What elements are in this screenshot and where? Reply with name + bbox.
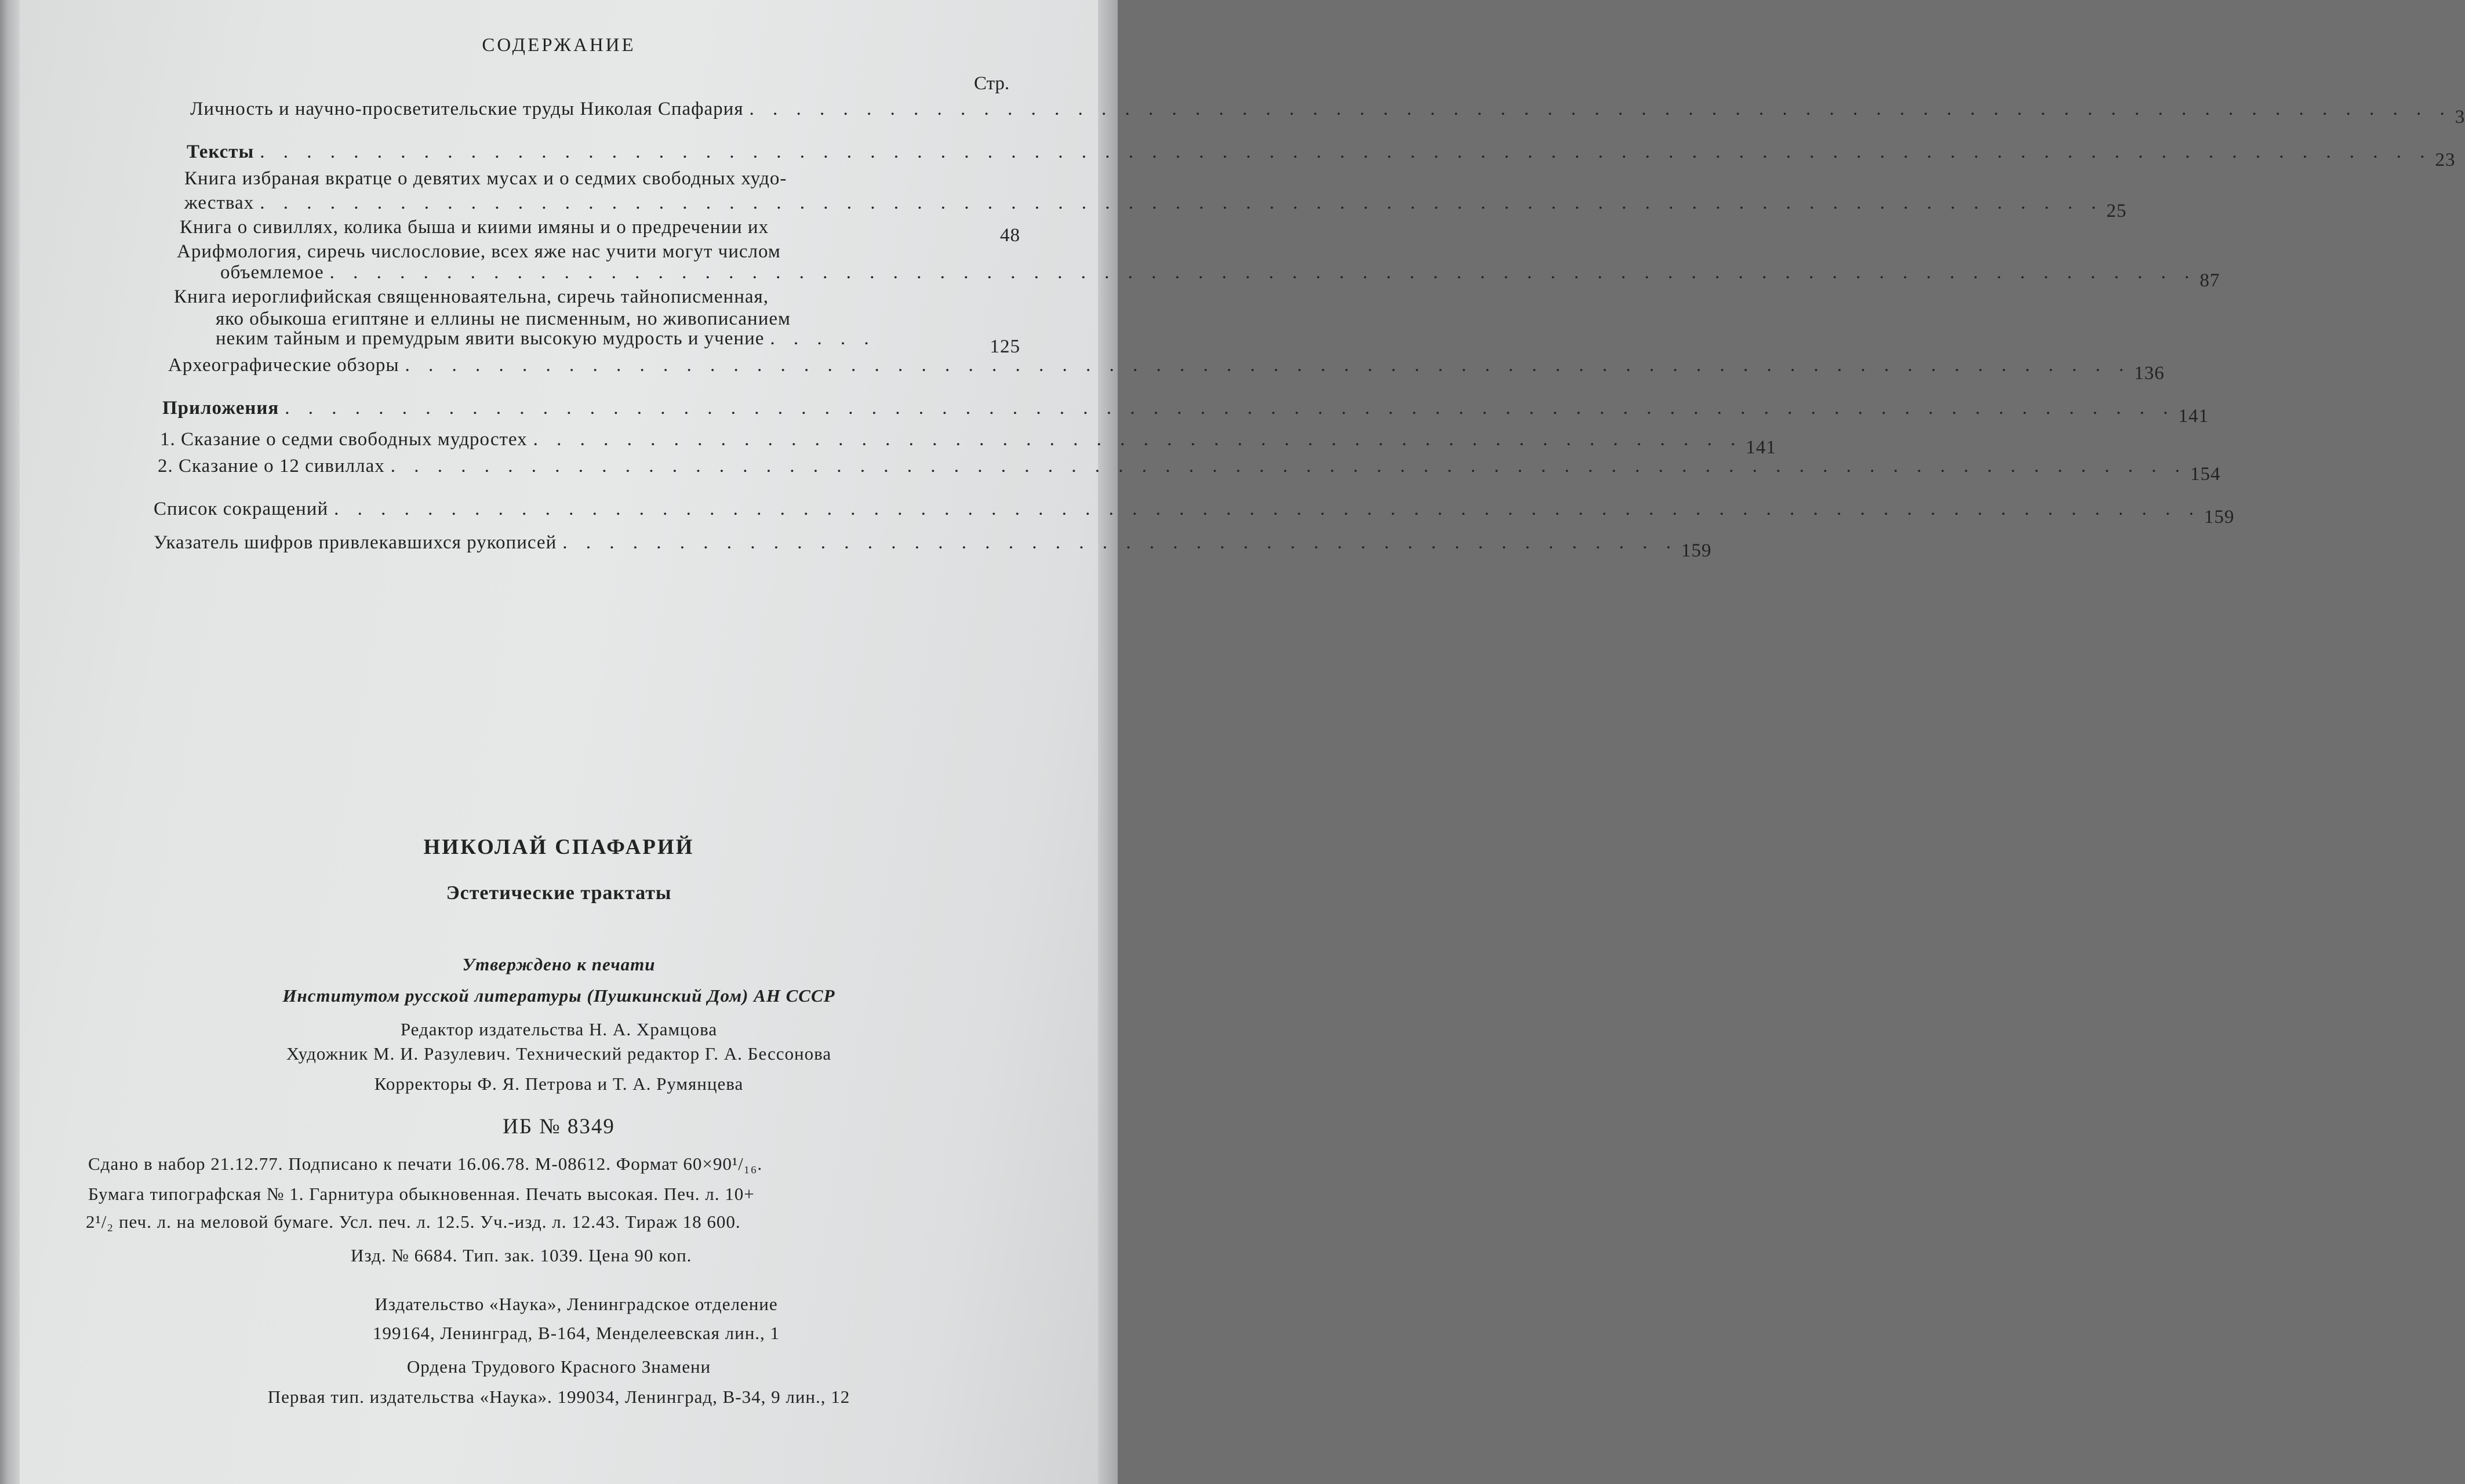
toc-entry-page: 3 (2455, 107, 2465, 128)
printer-address: Первая тип. издательства «Наука». 199034, Ленинград, В-34, 9 лин., 12 (267, 1387, 850, 1407)
toc-entry-page: 141 (2178, 406, 2209, 427)
toc-entry-title-line: жествах (184, 192, 255, 213)
toc-entry-title-line: неким тайным и премудрым явити высокую мудрость и учение (216, 328, 765, 349)
ib-number: ИБ № 8349 (503, 1115, 615, 1139)
leader-dots: . . . . . . . . . . . . . . . . . . . . . . . . . . . . . . . . . . . . . . . . . . . . . . . . . . . . . . . . . . . . . . . . . . . . . . . . . . . . . . . (260, 192, 2103, 213)
toc-entry-page: 159 (2204, 507, 2235, 528)
artist-line: Художник М. И. Разулевич. Технический редактор Г. А. Бессонова (286, 1043, 832, 1064)
toc-entry-page: 154 (2190, 464, 2221, 485)
leader-dots: . . . . . . . . . . . . . . . . . . . . . . . . . . . . . . . . . . . . . . . . . . . . . . . . . . . . . . . . . . . . . . . . . . . . . . . . . . (405, 355, 2131, 376)
imprint-line: 2¹/₂ печ. л. на меловой бумаге. Усл. печ. л. 12.5. Уч.-изд. л. 12.43. Тираж 18 600. (86, 1212, 741, 1232)
leader-dots: . . . . . . . . . . . . . . . . . . . . . . . . . . . . . . . . . . . . . . . . . . . . . . . . . . . . . . . . . . . . . . . . . . . . . . . . . . . . . . . . (329, 262, 2197, 283)
leader-dots: . . . . . . . . . . . . . . . . . . . . . . . . . . . . . . . . . . . . . . . . . . . . . . . . . . . . . . . . . . . . . . . . . . . . . . . . . . . . . . . . (334, 499, 2201, 519)
printer-line: Ордена Трудового Красного Знамени (406, 1356, 711, 1377)
toc-entry-title-line: объемлемое (220, 262, 324, 283)
toc-entry (190, 99, 2465, 128)
toc-entry-page: 48 (1000, 225, 1020, 246)
editor-line: Редактор издательства Н. А. Храмцова (400, 1019, 718, 1039)
imprint-line: Бумага типографская № 1. Гарнитура обыкновенная. Печать высокая. Печ. л. 10+ (88, 1184, 755, 1204)
toc-entry-title: Приложения (162, 398, 279, 419)
toc-entry (184, 192, 2127, 221)
page-column-label: Стр. (974, 73, 1010, 94)
toc-entry-title-line: яко обыкоша египтяне и еллины не писменным, но живописанием (216, 308, 791, 329)
toc-entry (154, 499, 2235, 528)
toc-entry (158, 456, 2221, 485)
toc-entry-page: 125 (990, 336, 1020, 357)
approved-institution: Институтом русской литературы (Пушкинский Дом) АН СССР (282, 985, 835, 1006)
toc-entry-title-line: Книга иероглифийская священноваятельна, сиречь тайнописменная, (174, 286, 769, 307)
toc-entry-page: 25 (2106, 201, 2127, 221)
book-author: НИКОЛАЙ СПАФАРИЙ (423, 835, 695, 859)
toc-entry-page: 159 (1681, 540, 1712, 561)
toc-entry (168, 355, 2165, 384)
toc-entry-title: Археографические обзоры (168, 355, 399, 376)
toc-entry-title-line: Книга избраная вкратце о девятих мусах и о седмих свободных худо- (184, 168, 787, 189)
toc-entry-page: 87 (2199, 270, 2220, 291)
toc-entry (216, 328, 1020, 355)
toc-entry-title: Тексты (187, 141, 255, 162)
book-title: Эстетические трактаты (446, 882, 672, 904)
toc-entry (180, 217, 1020, 246)
publisher-line: Издательство «Наука», Ленинградское отделение (375, 1294, 778, 1314)
leader-dots: . . . . . . . . . . . . . . . . . . . . . . . . . . . . . . . . . . . . . . . . . . . . . . . . . . . . . . . . . . . . . . . . . . . . . . . . . . . . . . . . . . . . . . . . . . . . . (260, 141, 2432, 162)
toc-entry (220, 262, 2220, 291)
toc-entry-title: Список сокращений (154, 499, 329, 519)
imprint-line: Изд. № 6684. Тип. зак. 1039. Цена 90 коп. (351, 1245, 692, 1265)
contents-heading: СОДЕРЖАНИЕ (482, 35, 636, 56)
toc-entry (162, 398, 2209, 427)
toc-entry-title-line: Арифмология, сиречь числословие, всех яже нас учити могут числом (177, 241, 781, 262)
toc-entry-page: 23 (2435, 150, 2456, 170)
leader-dots: . . . . . . . . . . . . . . . . . . . . . . . . . . . . . . . . . . . . . . . . . . . . . . . . . . . . . . . . . . . . . . . . . . . . . . . . . . . . . . . . . (285, 398, 2175, 419)
page-left-edge (0, 0, 20, 1484)
publisher-address: 199164, Ленинград, В-164, Менделеевская лин., 1 (372, 1323, 780, 1343)
toc-entry-title: Указатель шифров привлекавшихся рукописей (154, 532, 557, 553)
toc-entry-page: 136 (2134, 363, 2165, 384)
correctors-line: Корректоры Ф. Я. Петрова и Т. А. Румянцева (374, 1074, 744, 1094)
toc-entry-title: 2. Сказание о 12 сивиллах (158, 456, 385, 477)
imprint-line: Сдано в набор 21.12.77. Подписано к печати 16.06.78. М-08612. Формат 60×90¹/₁₆. (88, 1154, 763, 1174)
toc-entry (154, 532, 1712, 561)
leader-dots: . . . . . . . . . . . . . . . . . . . . . . . . . . . . . . . . . . . . . . . . . . . . . . . . (562, 532, 1678, 553)
toc-entry-page: 141 (1746, 437, 1776, 458)
leader-dots: . . . . . . . . . . . . . . . . . . . . . . . . . . . . . . . . . . . . . . . . . . . . . . . . . . . . . . . . . . . . . . . . . . . . . . . . . . . . . (390, 456, 2187, 477)
leader-dots: . . . . . (770, 328, 876, 349)
toc-entry-title: Личность и научно-просветительские труды Николая Спафария (190, 99, 744, 119)
toc-entry (187, 141, 2456, 170)
approved-line: Утверждено к печати (462, 954, 656, 974)
toc-entry-title: 1. Сказание о седми свободных мудростех (160, 429, 528, 450)
leader-dots: . . . . . . . . . . . . . . . . . . . . . . . . . . . . . . . . . . . . . . . . . . . . . . . . . . . . (533, 429, 1743, 450)
page-right-edge (1098, 0, 1118, 1484)
leader-dots: . . . . . . . . . . . . . . . . . . . . . . . . . . . . . . . . . . . . . . . . . . . . . . . . . . . . . . . . . . . . . . . . . . . . . . . . . (749, 99, 2452, 119)
toc-entry-title: Книга о сивиллях, колика быша и киими имяны и о предречении их (180, 217, 769, 238)
toc-entry (160, 429, 1776, 458)
